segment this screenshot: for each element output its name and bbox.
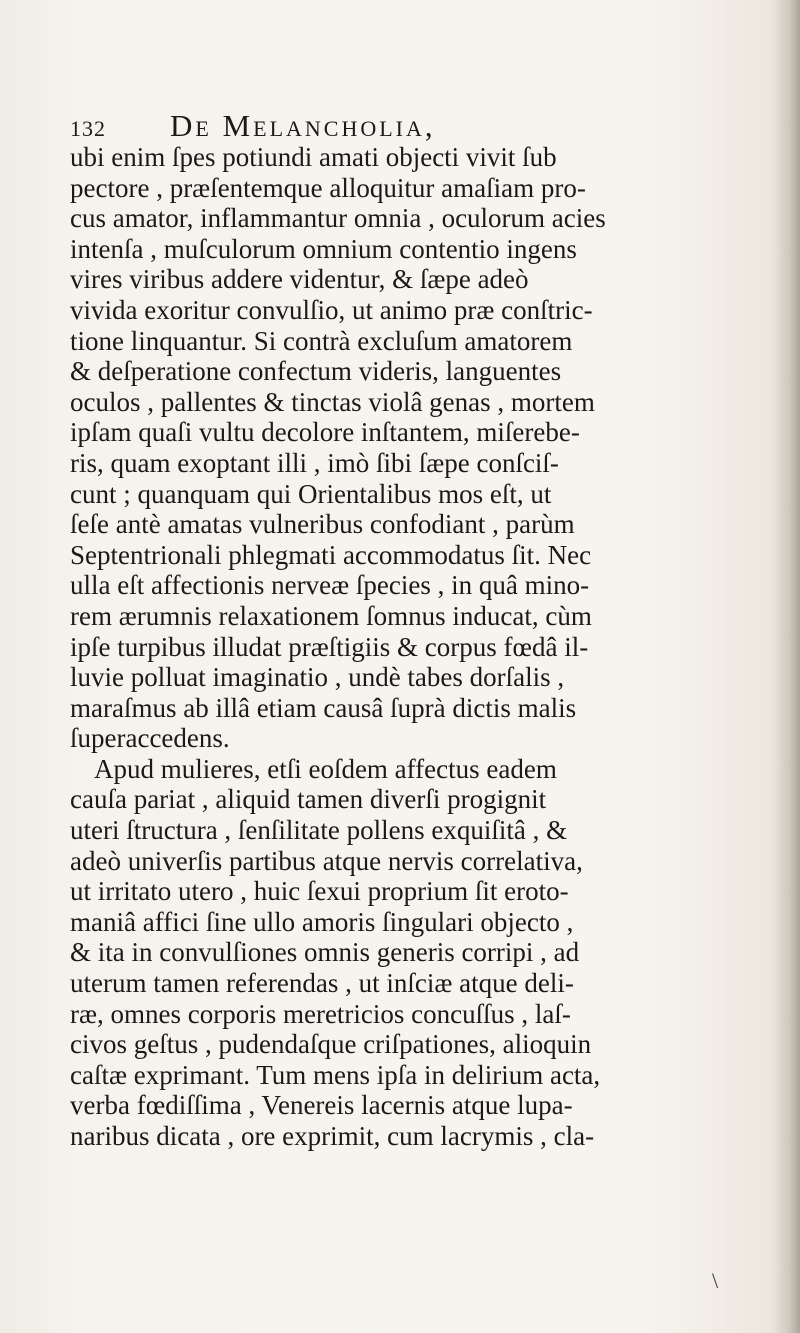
text-line: tione linquantur. Si contrà excluſum amatorem — [70, 325, 573, 356]
text-line: maraſmus ab illâ etiam causâ ſuprà dictis malis — [70, 692, 577, 723]
text-line: maniâ affici ſine ullo amoris ſingulari objecto , — [70, 906, 574, 937]
paragraph-start-line: Apud mulieres, etſi eoſdem affectus eadem — [94, 753, 557, 784]
text-line: ræ, omnes corporis meretricios concuſſus , laſ- — [70, 998, 571, 1029]
running-head: De Melancholia, — [170, 108, 436, 143]
text-line: oculos , pallentes & tinctas violâ genas , mortem — [70, 386, 595, 417]
text-line: & ita in convulſiones omnis generis corripi , ad — [70, 937, 580, 968]
text-line: ubi enim ſpes potiundi amati objecti vivit ſub — [70, 142, 557, 172]
text-line: uteri ſtructura , ſenſilitate pollens exquiſitâ , & — [70, 815, 568, 846]
text-line: cunt ; quanquam qui Orientalibus mos eſt, ut — [70, 478, 552, 509]
text-line: verba fœdiſſima , Venereis lacernis atque lupa- — [70, 1090, 573, 1121]
text-line: ſeſe antè amatas vulneribus confodiant , parùm — [70, 509, 575, 540]
text-line: civos geſtus , pudendaſque criſpationes, alioquin — [70, 1029, 592, 1060]
text-line: naribus dicata , ore exprimit, cum lacrymis , cla- — [70, 1121, 595, 1151]
text-line: vivida exoritur convulſio, ut animo præ conſtric- — [70, 294, 593, 325]
text-line: & deſperatione confectum videris, languentes — [70, 356, 562, 387]
text-line: ipſam quaſi vultu decolore inſtantem, miſerebe- — [70, 417, 580, 448]
text-line: cus amator, inflammantur omnia , oculorum acies — [70, 203, 606, 234]
text-line: pectore , præſentemque alloquitur amaſiam pro- — [70, 172, 586, 203]
text-line: intenſa , muſculorum omnium contentio ingens — [70, 233, 577, 264]
text-line: rem ærumnis relaxationem ſomnus inducat, cùm — [70, 600, 592, 631]
text-line: uterum tamen referendas , ut inſciæ atque deli- — [70, 968, 574, 999]
text-line: ſuperaccedens. — [70, 723, 230, 754]
text-line: adeò univerſis partibus atque nervis correlativa, — [70, 845, 583, 876]
text-line: vires viribus addere videntur, & ſæpe adeò — [70, 264, 529, 295]
stray-mark: \ — [712, 1268, 719, 1293]
text-line: ut irritato utero , huic ſexui proprium ſit eroto- — [70, 876, 569, 907]
text-line: ulla eſt affectionis nerveæ ſpecies , in quâ mino- — [70, 570, 590, 601]
text-line: ipſe turpibus illudat præſtigiis & corpus fœdâ il- — [70, 631, 589, 662]
text-line: Septentrionali phlegmati accommodatus ſit. Nec — [70, 539, 592, 570]
text-line: caſtæ exprimant. Tum mens ipſa in delirium acta, — [70, 1059, 601, 1090]
text-line: luvie polluat imaginatio , undè tabes dorſalis , — [70, 662, 565, 693]
page-number: 132 — [70, 116, 106, 141]
text-line: cauſa pariat , aliquid tamen diverſi progignit — [70, 784, 547, 815]
page-header — [70, 108, 770, 142]
text-line: ris, quam exoptant illi , imò ſibi ſæpe conſciſ- — [70, 447, 559, 478]
body-text — [70, 142, 778, 1152]
